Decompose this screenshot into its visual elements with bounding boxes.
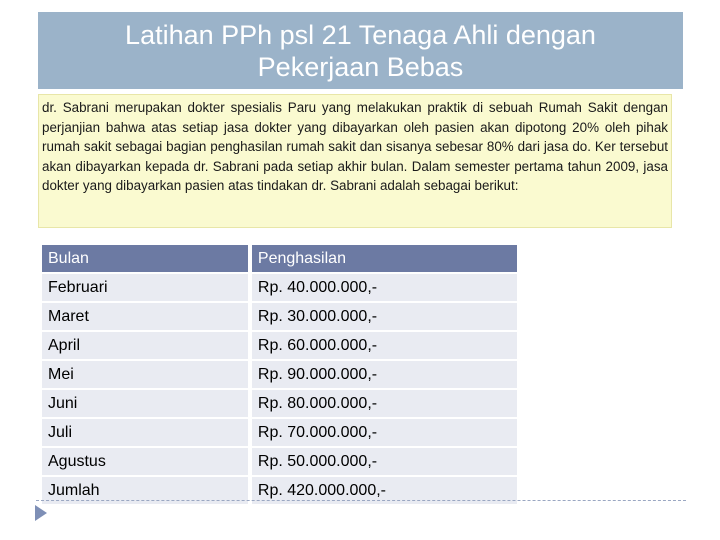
cell-month: April [42, 332, 252, 361]
title-line-2: Pekerjaan Bebas [257, 51, 464, 82]
cell-income: Rp. 90.000.000,- [252, 361, 517, 390]
income-table [42, 245, 517, 506]
table-row-total [42, 477, 517, 506]
cell-income: Rp. 70.000.000,- [252, 419, 517, 448]
table-row [42, 274, 517, 303]
table-row [42, 448, 517, 477]
table-row [42, 361, 517, 390]
income-table-wrapper [42, 245, 517, 506]
table-row [42, 419, 517, 448]
table-header-row [42, 245, 517, 274]
title-box [38, 12, 683, 89]
cell-month: Maret [42, 303, 252, 332]
cell-income: Rp. 60.000.000,- [252, 332, 517, 361]
triangle-arrow-icon [35, 505, 47, 521]
cell-income: Rp. 40.000.000,- [252, 274, 517, 303]
title-line-1: Latihan PPh psl 21 Tenaga Ahli dengan [125, 19, 596, 50]
table-row [42, 390, 517, 419]
header-month: Bulan [42, 245, 252, 274]
cell-income: Rp. 30.000.000,- [252, 303, 517, 332]
cell-income: Rp. 50.000.000,- [252, 448, 517, 477]
cell-month: Februari [42, 274, 252, 303]
cell-income: Rp. 80.000.000,- [252, 390, 517, 419]
footer-divider [36, 500, 686, 501]
cell-total-value: Rp. 420.000.000,- [252, 477, 517, 506]
cell-total-label: Jumlah [42, 477, 252, 506]
table-row [42, 303, 517, 332]
problem-paragraph: dr. Sabrani merupakan dokter spesialis Paru yang melakukan praktik di sebuah Rumah Sakit dengan perjanjian bahwa atas setiap jasa dokter yang dibayarkan oleh pasien akan dipotong 20% oleh pihak rumah sakit sebagai bagian penghasilan rumah sakit dan sisanya sebesar 80% dari jasa do. Ker tersebut akan dibayarkan kepada dr. Sabrani pada setiap akhir bulan. Dalam semester pertama tahun 2009, jasa dokter yang dibayarkan pasien atas tindakan dr. Sabrani adalah sebagai berikut: [38, 94, 672, 228]
table-row [42, 332, 517, 361]
cell-month: Mei [42, 361, 252, 390]
header-income: Penghasilan [252, 245, 517, 274]
cell-month: Agustus [42, 448, 252, 477]
cell-month: Juni [42, 390, 252, 419]
cell-month: Juli [42, 419, 252, 448]
